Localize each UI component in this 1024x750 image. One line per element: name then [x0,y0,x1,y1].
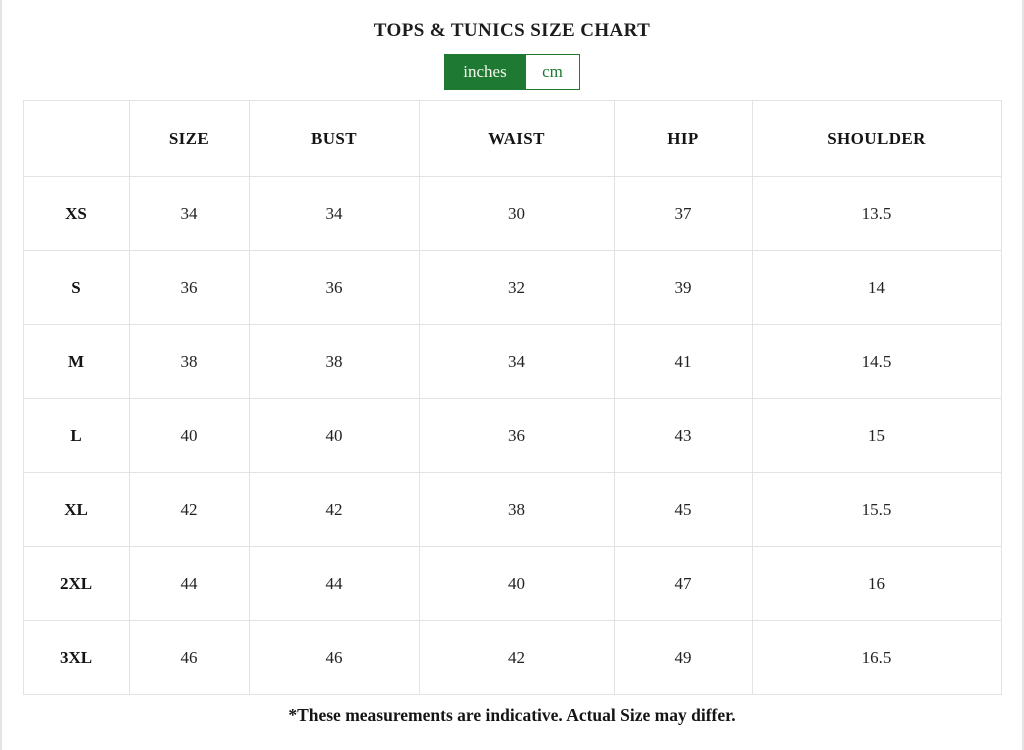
column-header-hip: HIP [614,101,752,177]
column-header-bust: BUST [249,101,419,177]
table-cell: 49 [614,621,752,695]
table-cell: 47 [614,547,752,621]
table-row [23,621,1001,695]
table-cell: 30 [419,177,614,251]
row-label: L [23,399,129,473]
table-cell: 42 [419,621,614,695]
unit-toggle-cm[interactable]: cm [525,55,579,89]
table-row [23,473,1001,547]
unit-toggle-inches[interactable]: inches [445,55,525,89]
table-row [23,177,1001,251]
table-row [23,325,1001,399]
table-cell: 37 [614,177,752,251]
table-row [23,547,1001,621]
row-label: XS [23,177,129,251]
table-cell: 16.5 [752,621,1001,695]
table-cell: 44 [249,547,419,621]
row-label: 2XL [23,547,129,621]
table-row [23,251,1001,325]
row-label: XL [23,473,129,547]
row-label: M [23,325,129,399]
table-cell: 36 [129,251,249,325]
column-header-waist: WAIST [419,101,614,177]
table-cell: 41 [614,325,752,399]
table-cell: 43 [614,399,752,473]
table-row [23,399,1001,473]
table-cell: 46 [249,621,419,695]
table-cell: 16 [752,547,1001,621]
unit-toggle-wrap [2,54,1022,90]
size-chart-table [23,100,1002,695]
table-cell: 38 [249,325,419,399]
row-label: 3XL [23,621,129,695]
table-cell: 14.5 [752,325,1001,399]
table-cell: 14 [752,251,1001,325]
row-label: S [23,251,129,325]
table-cell: 36 [249,251,419,325]
table-cell: 42 [129,473,249,547]
column-header-shoulder: SHOULDER [752,101,1001,177]
table-header-row [23,101,1001,177]
column-header-size: SIZE [129,101,249,177]
table-cell: 40 [249,399,419,473]
table-cell: 40 [419,547,614,621]
table-cell: 34 [419,325,614,399]
table-cell: 34 [249,177,419,251]
table-cell: 45 [614,473,752,547]
table-cell: 46 [129,621,249,695]
page-title: TOPS & TUNICS SIZE CHART [373,20,651,41]
unit-toggle [444,54,580,90]
table-cell: 15.5 [752,473,1001,547]
table-cell: 32 [419,251,614,325]
table-cell: 13.5 [752,177,1001,251]
table-cell: 39 [614,251,752,325]
table-cell: 36 [419,399,614,473]
table-cell: 40 [129,399,249,473]
column-header-blank [23,101,129,177]
footnote: *These measurements are indicative. Actual Size may differ. [288,705,736,725]
table-cell: 38 [129,325,249,399]
size-table-body [23,177,1001,695]
table-cell: 42 [249,473,419,547]
table-cell: 38 [419,473,614,547]
table-cell: 44 [129,547,249,621]
table-cell: 15 [752,399,1001,473]
table-cell: 34 [129,177,249,251]
